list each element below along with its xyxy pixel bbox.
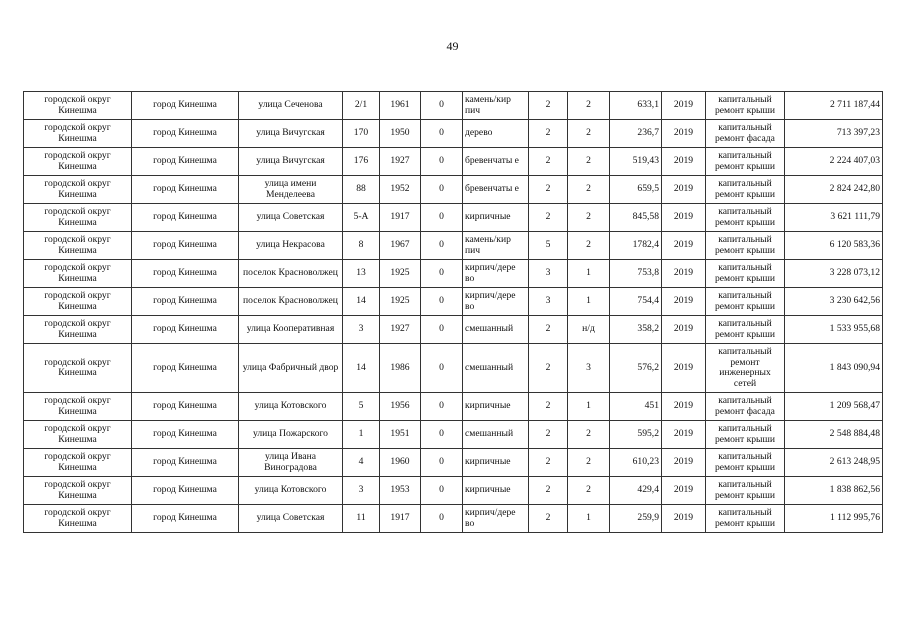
entrances-cell: 2 — [568, 204, 610, 232]
work-type-cell: капитальный ремонт фасада — [706, 120, 785, 148]
municipality-cell: городской округ Кинешма — [24, 421, 132, 449]
floors-cell: 2 — [529, 449, 568, 477]
street-cell: улица имени Менделеева — [239, 176, 343, 204]
zero-cell: 0 — [421, 449, 463, 477]
floors-cell: 2 — [529, 92, 568, 120]
entrances-cell: 1 — [568, 505, 610, 533]
table-row — [24, 260, 883, 288]
entrances-cell: 2 — [568, 477, 610, 505]
zero-cell: 0 — [421, 316, 463, 344]
street-cell: улица Котовского — [239, 393, 343, 421]
built-year-cell: 1960 — [380, 449, 421, 477]
cost-cell: 1 533 955,68 — [785, 316, 883, 344]
city-cell: город Кинешма — [132, 421, 239, 449]
cost-cell: 1 838 862,56 — [785, 477, 883, 505]
wall-material-cell: кирпичные — [463, 204, 529, 232]
floors-cell: 2 — [529, 477, 568, 505]
plan-year-cell: 2019 — [662, 505, 706, 533]
city-cell: город Кинешма — [132, 260, 239, 288]
municipality-cell: городской округ Кинешма — [24, 316, 132, 344]
entrances-cell: 2 — [568, 421, 610, 449]
street-cell: поселок Красноволжец — [239, 288, 343, 316]
table-row — [24, 393, 883, 421]
street-cell: улица Котовского — [239, 477, 343, 505]
city-cell: город Кинешма — [132, 505, 239, 533]
entrances-cell: 2 — [568, 232, 610, 260]
table-row — [24, 204, 883, 232]
area-cell: 1782,4 — [610, 232, 662, 260]
table-row — [24, 505, 883, 533]
cost-cell: 713 397,23 — [785, 120, 883, 148]
municipality-cell: городской округ Кинешма — [24, 393, 132, 421]
built-year-cell: 1925 — [380, 260, 421, 288]
municipality-cell: городской округ Кинешма — [24, 288, 132, 316]
city-cell: город Кинешма — [132, 288, 239, 316]
municipality-cell: городской округ Кинешма — [24, 344, 132, 393]
wall-material-cell: дерево — [463, 120, 529, 148]
housing-repair-table — [23, 91, 883, 533]
table-row — [24, 148, 883, 176]
house-number-cell: 11 — [343, 505, 380, 533]
entrances-cell: 2 — [568, 120, 610, 148]
city-cell: город Кинешма — [132, 449, 239, 477]
house-number-cell: 2/1 — [343, 92, 380, 120]
city-cell: город Кинешма — [132, 393, 239, 421]
plan-year-cell: 2019 — [662, 477, 706, 505]
area-cell: 754,4 — [610, 288, 662, 316]
wall-material-cell: кирпичные — [463, 449, 529, 477]
work-type-cell: капитальный ремонт крыши — [706, 260, 785, 288]
table-row — [24, 421, 883, 449]
cost-cell: 1 209 568,47 — [785, 393, 883, 421]
entrances-cell: 1 — [568, 260, 610, 288]
built-year-cell: 1950 — [380, 120, 421, 148]
area-cell: 429,4 — [610, 477, 662, 505]
city-cell: город Кинешма — [132, 120, 239, 148]
zero-cell: 0 — [421, 505, 463, 533]
municipality-cell: городской округ Кинешма — [24, 260, 132, 288]
area-cell: 845,58 — [610, 204, 662, 232]
wall-material-cell: кирпич/дере во — [463, 260, 529, 288]
street-cell: улица Сеченова — [239, 92, 343, 120]
entrances-cell: 1 — [568, 288, 610, 316]
entrances-cell: 2 — [568, 92, 610, 120]
cost-cell: 1 112 995,76 — [785, 505, 883, 533]
plan-year-cell: 2019 — [662, 449, 706, 477]
house-number-cell: 3 — [343, 477, 380, 505]
house-number-cell: 176 — [343, 148, 380, 176]
work-type-cell: капитальный ремонт крыши — [706, 421, 785, 449]
area-cell: 633,1 — [610, 92, 662, 120]
city-cell: город Кинешма — [132, 477, 239, 505]
zero-cell: 0 — [421, 344, 463, 393]
municipality-cell: городской округ Кинешма — [24, 148, 132, 176]
floors-cell: 2 — [529, 344, 568, 393]
plan-year-cell: 2019 — [662, 148, 706, 176]
zero-cell: 0 — [421, 148, 463, 176]
table-row — [24, 316, 883, 344]
zero-cell: 0 — [421, 421, 463, 449]
house-number-cell: 170 — [343, 120, 380, 148]
floors-cell: 2 — [529, 316, 568, 344]
cost-cell: 2 824 242,80 — [785, 176, 883, 204]
entrances-cell: 2 — [568, 148, 610, 176]
built-year-cell: 1953 — [380, 477, 421, 505]
floors-cell: 3 — [529, 260, 568, 288]
work-type-cell: капитальный ремонт крыши — [706, 92, 785, 120]
work-type-cell: капитальный ремонт инженерных сетей — [706, 344, 785, 393]
work-type-cell: капитальный ремонт крыши — [706, 449, 785, 477]
table-row — [24, 176, 883, 204]
plan-year-cell: 2019 — [662, 260, 706, 288]
area-cell: 259,9 — [610, 505, 662, 533]
built-year-cell: 1951 — [380, 421, 421, 449]
built-year-cell: 1952 — [380, 176, 421, 204]
page-number: 49 — [446, 39, 459, 53]
wall-material-cell: смешанный — [463, 316, 529, 344]
plan-year-cell: 2019 — [662, 316, 706, 344]
city-cell: город Кинешма — [132, 148, 239, 176]
municipality-cell: городской округ Кинешма — [24, 505, 132, 533]
floors-cell: 3 — [529, 288, 568, 316]
table-row — [24, 92, 883, 120]
house-number-cell: 88 — [343, 176, 380, 204]
floors-cell: 2 — [529, 421, 568, 449]
area-cell: 659,5 — [610, 176, 662, 204]
built-year-cell: 1967 — [380, 232, 421, 260]
zero-cell: 0 — [421, 120, 463, 148]
area-cell: 451 — [610, 393, 662, 421]
street-cell: улица Кооперативная — [239, 316, 343, 344]
area-cell: 236,7 — [610, 120, 662, 148]
house-number-cell: 5-А — [343, 204, 380, 232]
area-cell: 610,23 — [610, 449, 662, 477]
area-cell: 576,2 — [610, 344, 662, 393]
table-row — [24, 477, 883, 505]
built-year-cell: 1917 — [380, 505, 421, 533]
wall-material-cell: бревенчаты е — [463, 176, 529, 204]
house-number-cell: 8 — [343, 232, 380, 260]
house-number-cell: 1 — [343, 421, 380, 449]
work-type-cell: капитальный ремонт крыши — [706, 232, 785, 260]
built-year-cell: 1927 — [380, 148, 421, 176]
house-number-cell: 14 — [343, 344, 380, 393]
house-number-cell: 3 — [343, 316, 380, 344]
entrances-cell: 2 — [568, 176, 610, 204]
work-type-cell: капитальный ремонт крыши — [706, 505, 785, 533]
work-type-cell: капитальный ремонт крыши — [706, 477, 785, 505]
entrances-cell: н/д — [568, 316, 610, 344]
house-number-cell: 4 — [343, 449, 380, 477]
municipality-cell: городской округ Кинешма — [24, 204, 132, 232]
work-type-cell: капитальный ремонт фасада — [706, 393, 785, 421]
cost-cell: 3 228 073,12 — [785, 260, 883, 288]
work-type-cell: капитальный ремонт крыши — [706, 176, 785, 204]
cost-cell: 2 224 407,03 — [785, 148, 883, 176]
table-row — [24, 288, 883, 316]
plan-year-cell: 2019 — [662, 204, 706, 232]
floors-cell: 2 — [529, 176, 568, 204]
zero-cell: 0 — [421, 288, 463, 316]
zero-cell: 0 — [421, 260, 463, 288]
floors-cell: 2 — [529, 393, 568, 421]
zero-cell: 0 — [421, 176, 463, 204]
wall-material-cell: камень/кир пич — [463, 232, 529, 260]
plan-year-cell: 2019 — [662, 344, 706, 393]
work-type-cell: капитальный ремонт крыши — [706, 288, 785, 316]
street-cell: улица Некрасова — [239, 232, 343, 260]
cost-cell: 2 613 248,95 — [785, 449, 883, 477]
municipality-cell: городской округ Кинешма — [24, 449, 132, 477]
wall-material-cell: кирпичные — [463, 393, 529, 421]
city-cell: город Кинешма — [132, 176, 239, 204]
wall-material-cell: кирпич/дере во — [463, 505, 529, 533]
cost-cell: 2 711 187,44 — [785, 92, 883, 120]
area-cell: 753,8 — [610, 260, 662, 288]
cost-cell: 3 230 642,56 — [785, 288, 883, 316]
wall-material-cell: смешанный — [463, 344, 529, 393]
zero-cell: 0 — [421, 92, 463, 120]
cost-cell: 1 843 090,94 — [785, 344, 883, 393]
street-cell: улица Советская — [239, 204, 343, 232]
street-cell: улица Пожарского — [239, 421, 343, 449]
plan-year-cell: 2019 — [662, 288, 706, 316]
street-cell: улица Ивана Виноградова — [239, 449, 343, 477]
work-type-cell: капитальный ремонт крыши — [706, 316, 785, 344]
floors-cell: 2 — [529, 505, 568, 533]
zero-cell: 0 — [421, 477, 463, 505]
table-row — [24, 344, 883, 393]
wall-material-cell: кирпич/дере во — [463, 288, 529, 316]
plan-year-cell: 2019 — [662, 92, 706, 120]
area-cell: 358,2 — [610, 316, 662, 344]
cost-cell: 6 120 583,36 — [785, 232, 883, 260]
area-cell: 595,2 — [610, 421, 662, 449]
cost-cell: 3 621 111,79 — [785, 204, 883, 232]
area-cell: 519,43 — [610, 148, 662, 176]
built-year-cell: 1956 — [380, 393, 421, 421]
municipality-cell: городской округ Кинешма — [24, 232, 132, 260]
city-cell: город Кинешма — [132, 344, 239, 393]
city-cell: город Кинешма — [132, 232, 239, 260]
street-cell: улица Фабричный двор — [239, 344, 343, 393]
street-cell: улица Вичугская — [239, 120, 343, 148]
house-number-cell: 13 — [343, 260, 380, 288]
zero-cell: 0 — [421, 393, 463, 421]
table-row — [24, 232, 883, 260]
plan-year-cell: 2019 — [662, 232, 706, 260]
built-year-cell: 1986 — [380, 344, 421, 393]
built-year-cell: 1925 — [380, 288, 421, 316]
plan-year-cell: 2019 — [662, 421, 706, 449]
built-year-cell: 1917 — [380, 204, 421, 232]
floors-cell: 5 — [529, 232, 568, 260]
street-cell: улица Советская — [239, 505, 343, 533]
street-cell: поселок Красноволжец — [239, 260, 343, 288]
city-cell: город Кинешма — [132, 92, 239, 120]
city-cell: город Кинешма — [132, 316, 239, 344]
cost-cell: 2 548 884,48 — [785, 421, 883, 449]
table-body — [24, 92, 883, 533]
plan-year-cell: 2019 — [662, 393, 706, 421]
entrances-cell: 2 — [568, 449, 610, 477]
city-cell: город Кинешма — [132, 204, 239, 232]
wall-material-cell: камень/кир пич — [463, 92, 529, 120]
house-number-cell: 5 — [343, 393, 380, 421]
house-number-cell: 14 — [343, 288, 380, 316]
zero-cell: 0 — [421, 232, 463, 260]
municipality-cell: городской округ Кинешма — [24, 477, 132, 505]
plan-year-cell: 2019 — [662, 120, 706, 148]
street-cell: улица Вичугская — [239, 148, 343, 176]
table-row — [24, 449, 883, 477]
municipality-cell: городской округ Кинешма — [24, 92, 132, 120]
floors-cell: 2 — [529, 120, 568, 148]
work-type-cell: капитальный ремонт крыши — [706, 204, 785, 232]
entrances-cell: 3 — [568, 344, 610, 393]
wall-material-cell: кирпичные — [463, 477, 529, 505]
work-type-cell: капитальный ремонт крыши — [706, 148, 785, 176]
built-year-cell: 1961 — [380, 92, 421, 120]
municipality-cell: городской округ Кинешма — [24, 120, 132, 148]
plan-year-cell: 2019 — [662, 176, 706, 204]
entrances-cell: 1 — [568, 393, 610, 421]
wall-material-cell: бревенчаты е — [463, 148, 529, 176]
table-row — [24, 120, 883, 148]
zero-cell: 0 — [421, 204, 463, 232]
floors-cell: 2 — [529, 204, 568, 232]
built-year-cell: 1927 — [380, 316, 421, 344]
wall-material-cell: смешанный — [463, 421, 529, 449]
municipality-cell: городской округ Кинешма — [24, 176, 132, 204]
floors-cell: 2 — [529, 148, 568, 176]
